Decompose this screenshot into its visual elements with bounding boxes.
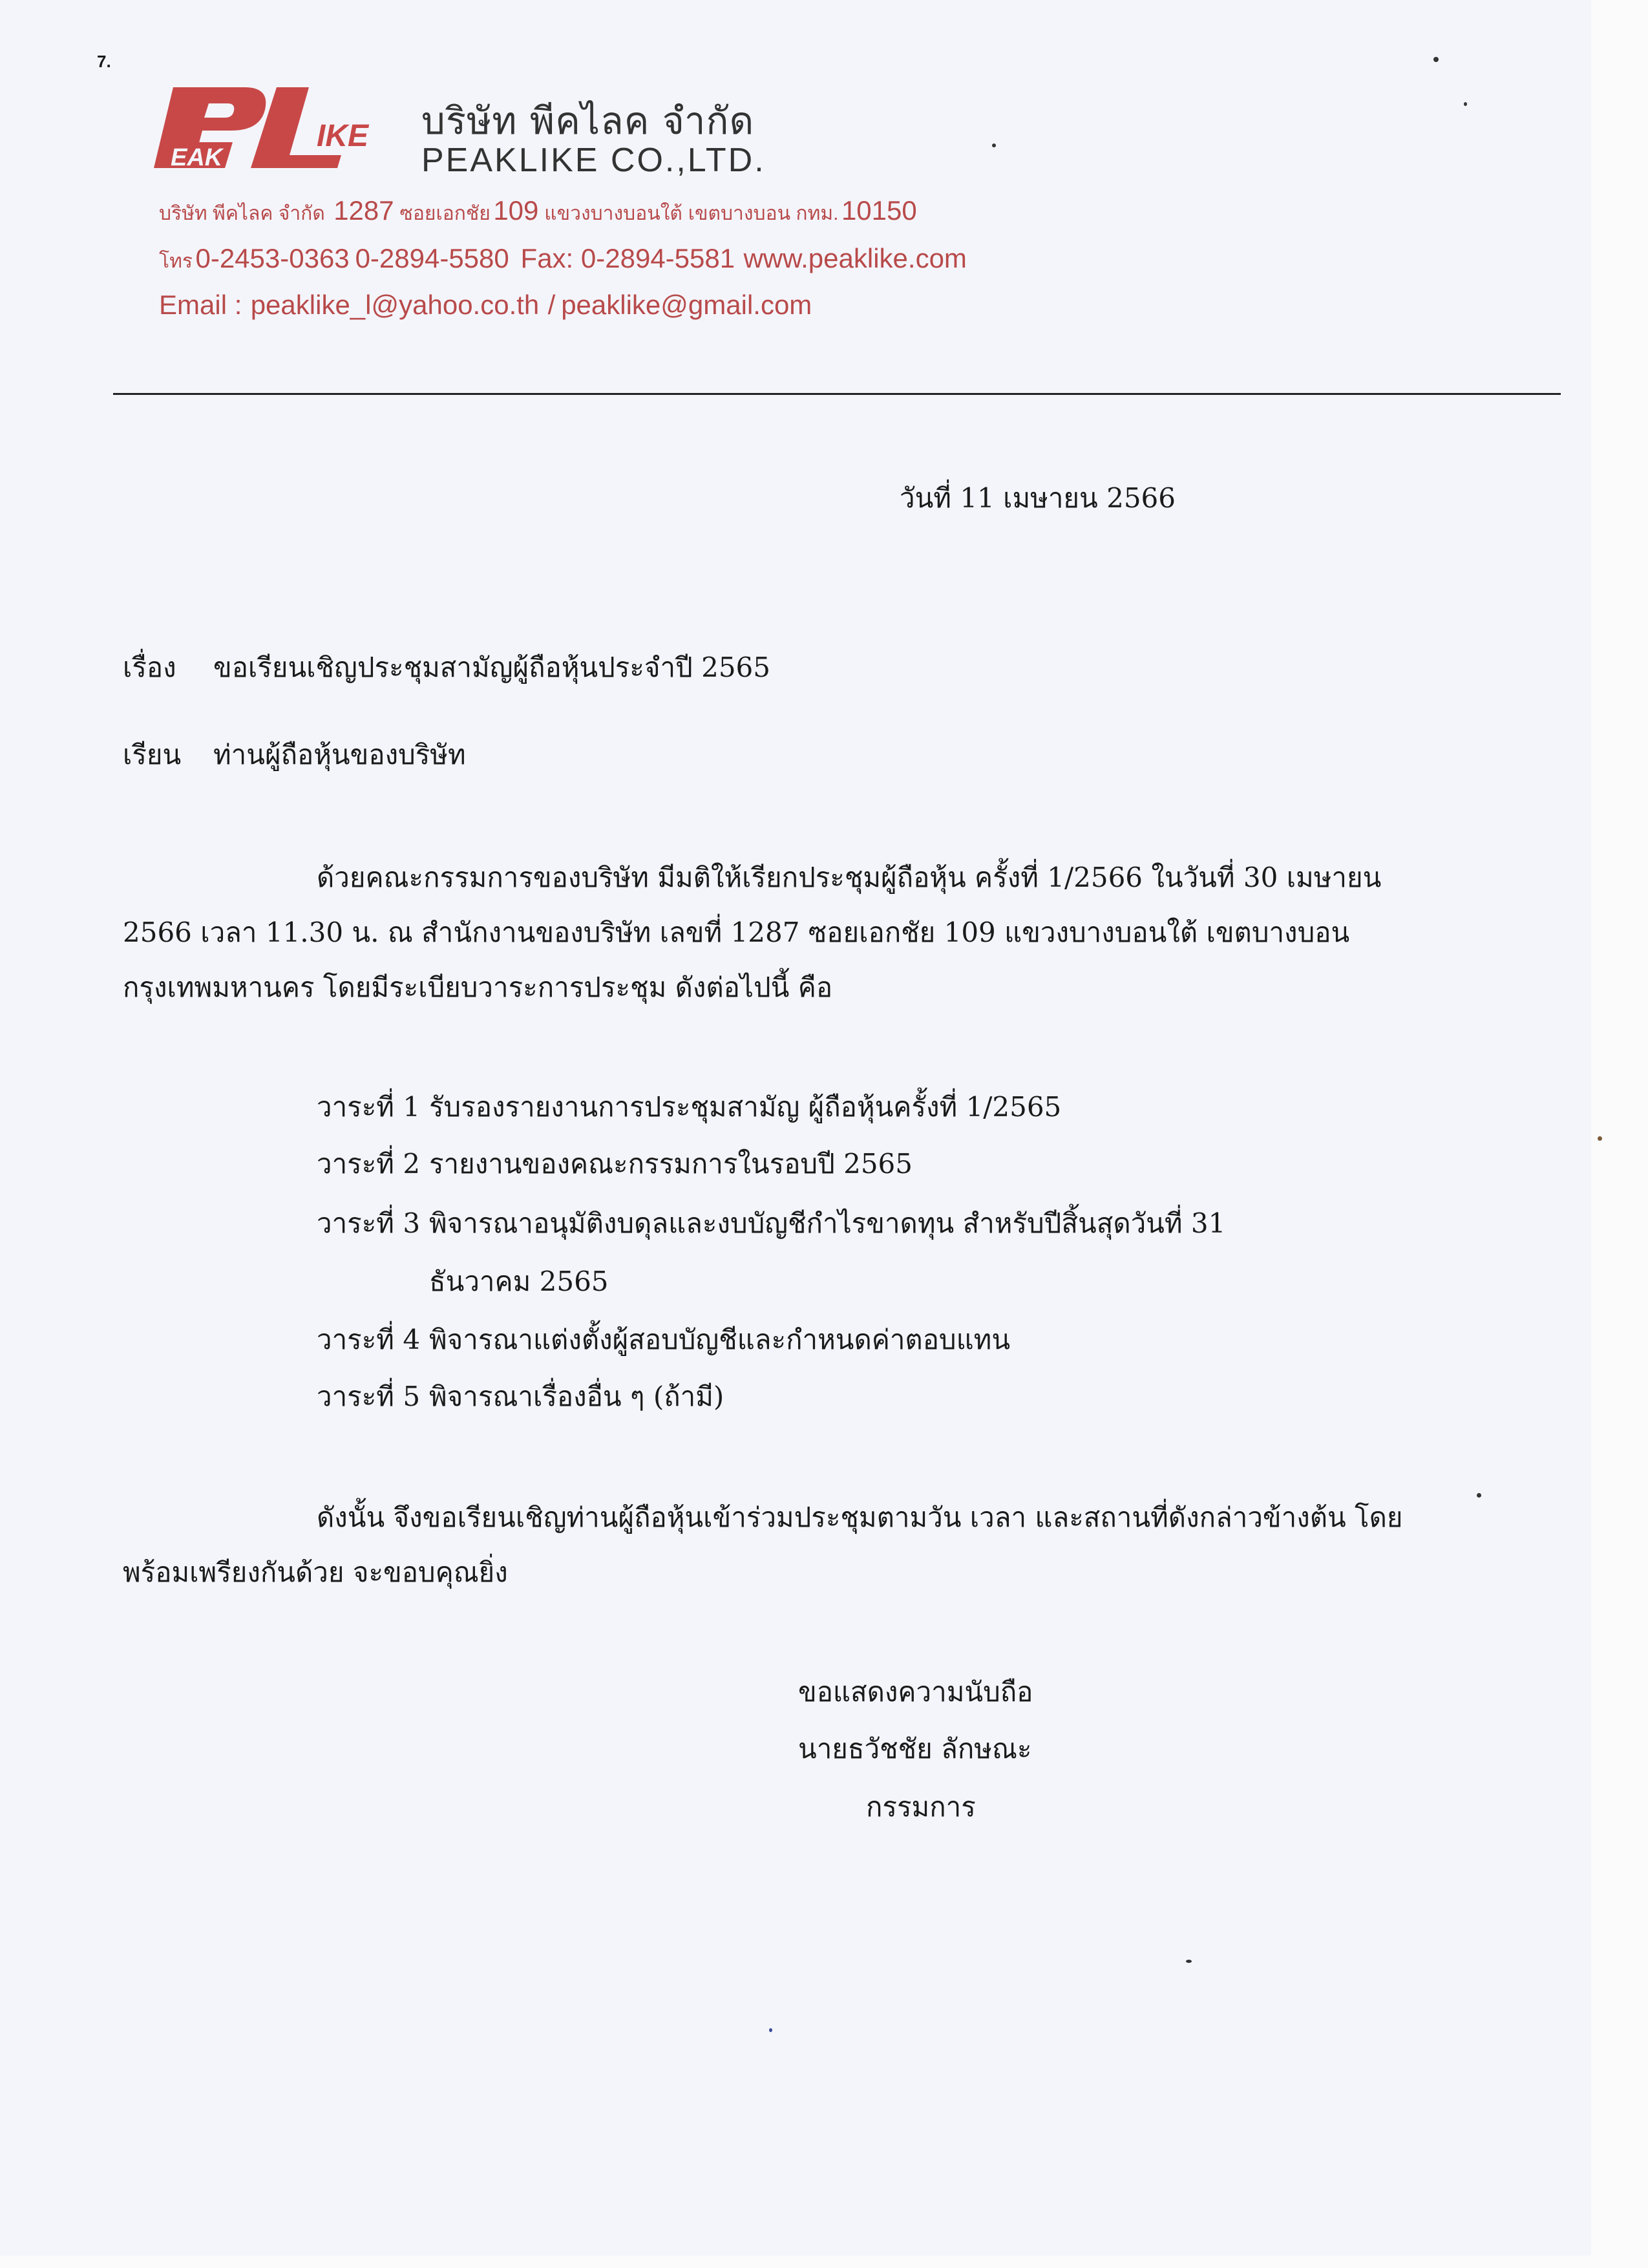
signatory-title: กรรมการ [866, 1791, 976, 1823]
body-line: 2566 เวลา 11.30 น. ณ สำนักงานของบริษัท เลขที่ 1287 ซอยเอกชัย 109 แขวงบางบอนใต้ เขตบางบอน [123, 917, 1350, 948]
scan-speck [1186, 1960, 1192, 1963]
email-line [159, 290, 812, 321]
agenda-label: วาระที่ 1 [317, 1091, 421, 1123]
scan-speck [769, 2028, 772, 2032]
body-line: กรุงเทพมหานคร โดยมีระเบียบวาระการประชุม ดังต่อไปนี้ คือ [123, 971, 833, 1003]
body-line: ด้วยคณะกรรมการของบริษัท มีมติให้เรียกประชุมผู้ถือหุ้น ครั้งที่ 1/2566 ในวันที่ 30 เมษายน [317, 862, 1382, 893]
email-separator: / [547, 290, 556, 320]
agenda-label: วาระที่ 2 [317, 1148, 421, 1180]
svg-text:EAK: EAK [171, 144, 223, 171]
scan-speck [1598, 1136, 1602, 1141]
recipient-label: เรียน [123, 739, 182, 770]
page-number: 7. [97, 52, 111, 71]
email-label: Email : [159, 290, 242, 320]
agenda-label: วาระที่ 4 [317, 1324, 421, 1355]
company-name-th: บริษัท พีคไลค จำกัด [421, 99, 755, 143]
company-name-en: PEAKLIKE CO.,LTD. [421, 142, 766, 179]
scan-speck [1433, 57, 1439, 62]
agenda-item-text: รายงานของคณะกรรมการในรอบปี 2565 [429, 1148, 913, 1180]
address-line [159, 195, 917, 229]
subject-label: เรื่อง [123, 652, 176, 683]
signature-closing: ขอแสดงความนับถือ [798, 1676, 1033, 1708]
scan-bottom-edge [0, 2256, 1648, 2268]
agenda-label: วาระที่ 3 [317, 1207, 421, 1239]
scan-edge [1591, 0, 1648, 2268]
scan-speck [1477, 1493, 1481, 1498]
phone-1: 0-2453-0363 [195, 243, 350, 273]
address-house-no: 1287 [333, 195, 394, 226]
agenda-item-text: พิจารณาอนุมัติงบดุลและงบบัญชีกำไรขาดทุน สำหรับปีสิ้นสุดวันที่ 31 [429, 1207, 1226, 1239]
agenda-item-text-continued: ธันวาคม 2565 [429, 1266, 609, 1297]
phone-label: โทร [159, 251, 193, 272]
website-link[interactable]: www.peaklike.com [743, 243, 967, 273]
closing-line: พร้อมเพรียงกันด้วย จะขอบคุณยิ่ง [123, 1556, 508, 1588]
agenda-item-text: รับรองรายงานการประชุมสามัญ ผู้ถือหุ้นครั้งที่ 1/2565 [429, 1091, 1062, 1123]
address-soi-label: ซอยเอกชัย [399, 203, 491, 224]
agenda-item-text: พิจารณาเรื่องอื่น ๆ (ถ้ามี) [429, 1381, 724, 1412]
agenda-item-text: พิจารณาแต่งตั้งผู้สอบบัญชีและกำหนดค่าตอบแทน [429, 1324, 1011, 1355]
subject-text: ขอเรียนเชิญประชุมสามัญผู้ถือหุ้นประจำปี 2565 [213, 652, 771, 683]
address-company: บริษัท พีคไลค จำกัด [159, 203, 325, 224]
agenda-label: วาระที่ 5 [317, 1381, 421, 1412]
header-divider [113, 393, 1561, 395]
scan-speck [1464, 102, 1467, 106]
closing-line: ดังนั้น จึงขอเรียนเชิญท่านผู้ถือหุ้นเข้าร่วมประชุมตามวัน เวลา และสถานที่ดังกล่าวข้างต้น โดย [317, 1501, 1403, 1533]
recipient-text: ท่านผู้ถือหุ้นของบริษัท [213, 739, 466, 770]
email-link-2[interactable]: peaklike@gmail.com [561, 290, 812, 320]
phone-2: 0-2894-5580 [355, 243, 509, 273]
peaklike-logo [147, 84, 393, 181]
signatory-name: นายธวัชชัย ลักษณะ [798, 1733, 1032, 1765]
address-district: เขตบางบอน กทม. [688, 203, 839, 224]
scan-speck [992, 143, 996, 147]
fax-number: Fax: 0-2894-5581 [520, 243, 735, 273]
address-soi-no: 109 [493, 195, 539, 226]
contact-line [159, 243, 967, 277]
svg-text:IKE: IKE [317, 119, 369, 153]
email-link-1[interactable]: peaklike_l@yahoo.co.th [250, 290, 540, 320]
letter-date: วันที่ 11 เมษายน 2566 [900, 482, 1176, 514]
address-subdistrict: แขวงบางบอนใต้ [544, 203, 682, 224]
address-postcode: 10150 [841, 195, 917, 226]
